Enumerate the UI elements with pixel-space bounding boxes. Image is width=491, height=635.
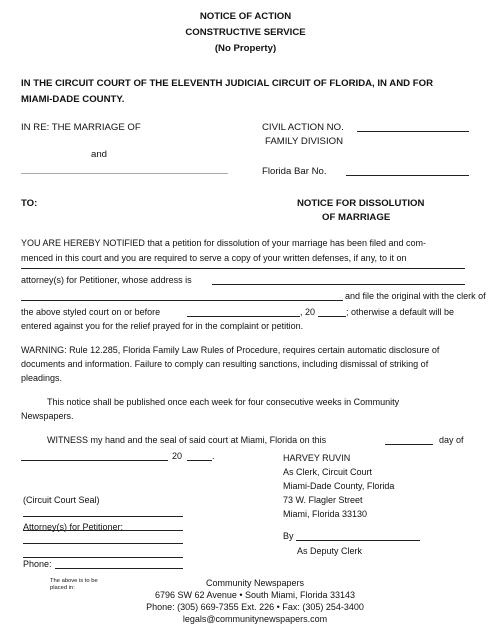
dissolution-title-line1: NOTICE FOR DISSOLUTION: [297, 198, 425, 209]
clerk-name: HARVEY RUVIN: [283, 453, 351, 463]
court-heading-line2: MIAMI-DADE COUNTY.: [21, 94, 125, 105]
clerk-street: 73 W. Flagler Street: [283, 495, 363, 505]
witness-period: .: [212, 451, 215, 461]
circuit-court-seal-label: (Circuit Court Seal): [23, 495, 100, 505]
attorney-line-2[interactable]: [23, 530, 183, 531]
notice-body-line4: and file the original with the clerk of: [345, 291, 486, 301]
florida-bar-number-line[interactable]: [346, 175, 469, 176]
notice-body-line6: entered against you for the relief prayed for in the complaint or petition.: [21, 321, 304, 331]
witness-day-line[interactable]: [385, 444, 433, 445]
attorney-line-3[interactable]: [23, 543, 183, 544]
witness-month-line[interactable]: [21, 460, 168, 461]
dissolution-title-line2: OF MARRIAGE: [322, 212, 391, 223]
deputy-signature-line[interactable]: [296, 540, 420, 541]
attorney-for-petitioner-label: Attorney(s) for Petitioner:: [23, 522, 124, 532]
notice-body-line5-year: , 20: [300, 307, 316, 317]
deputy-clerk-label: As Deputy Clerk: [297, 546, 363, 556]
attorney-line-1[interactable]: [23, 516, 183, 517]
publication-line1: This notice shall be published once each week for four consecutive weeks in Community: [47, 397, 400, 407]
placement-note-line2: placed in:: [50, 585, 75, 591]
clerk-city: Miami, Florida 33130: [283, 509, 368, 519]
placement-note-line1: The above is to be: [50, 578, 98, 584]
attorney-name-line[interactable]: [21, 268, 465, 269]
clerk-title: As Clerk, Circuit Court: [283, 467, 373, 477]
clerk-county: Miami-Dade County, Florida: [283, 481, 395, 491]
newspaper-email[interactable]: legals@communitynewspapers.com: [182, 614, 328, 624]
witness-year-prefix: 20: [172, 451, 183, 461]
notice-body-line5-end: ; otherwise a default will be: [346, 307, 455, 317]
to-label: TO:: [21, 198, 38, 209]
notice-body-line1: YOU ARE HEREBY NOTIFIED that a petition for dissolution of your marriage has been filed and com-: [21, 238, 427, 248]
attorney-address-line2[interactable]: [21, 300, 343, 301]
civil-action-number-line[interactable]: [357, 131, 469, 132]
warning-line1: WARNING: Rule 12.285, Florida Family Law Rules of Procedure, requires certain automatic disclosure of: [21, 345, 440, 355]
court-heading-line1: IN THE CIRCUIT COURT OF THE ELEVENTH JUDICIAL CIRCUIT OF FLORIDA, IN AND FOR: [21, 78, 433, 89]
notice-body-line5-start: the above styled court on or before: [21, 307, 161, 317]
family-division-label: FAMILY DIVISION: [265, 136, 344, 147]
deadline-date-line[interactable]: [187, 316, 300, 317]
witness-year-line[interactable]: [187, 460, 212, 461]
warning-line2: documents and information. Failure to comply can resulting sanctions, including dismissal of striking of: [21, 359, 429, 369]
by-label: By: [283, 531, 294, 541]
respondent-name-line[interactable]: [21, 173, 228, 174]
notice-title: NOTICE OF ACTION: [199, 11, 292, 22]
notice-subtitle: CONSTRUCTIVE SERVICE: [185, 27, 306, 38]
and-label: and: [91, 149, 108, 160]
witness-day-of: day of: [439, 435, 464, 445]
phone-label: Phone:: [23, 559, 52, 569]
notice-body-line3: attorney(s) for Petitioner, whose address is: [21, 275, 192, 285]
attorney-address-line[interactable]: [212, 284, 465, 285]
notice-qualifier: (No Property): [214, 43, 277, 54]
warning-line3: pleadings.: [21, 373, 63, 383]
witness-line1: WITNESS my hand and the seal of said court at Miami, Florida on this: [47, 435, 327, 445]
civil-action-label: CIVIL ACTION NO.: [262, 122, 344, 133]
notice-body-line2: menced in this court and you are required to serve a copy of your written defenses, if any, to it on: [21, 253, 407, 263]
newspaper-phone-fax: Phone: (305) 669-7355 Ext. 226 • Fax: (305) 254-3400: [146, 602, 364, 612]
florida-bar-label: Florida Bar No.: [262, 166, 327, 177]
newspaper-name: Community Newspapers: [205, 578, 305, 588]
in-re-label: IN RE: THE MARRIAGE OF: [21, 122, 141, 133]
phone-line[interactable]: [55, 568, 183, 569]
newspaper-address: 6796 SW 62 Avenue • South Miami, Florida 33143: [154, 590, 356, 600]
deadline-year-line[interactable]: [318, 316, 346, 317]
publication-line2: Newspapers.: [21, 411, 74, 421]
